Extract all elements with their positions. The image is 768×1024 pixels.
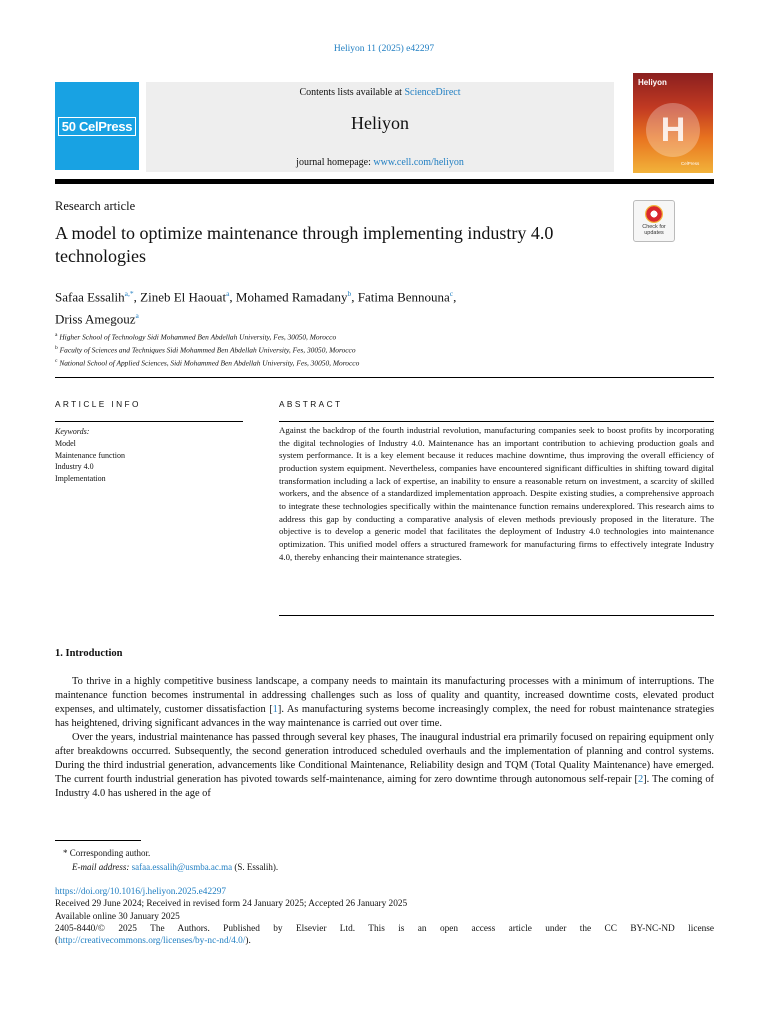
publication-info bbox=[55, 886, 714, 947]
cover-emblem bbox=[646, 103, 700, 157]
author-name: Zineb El Haouat bbox=[140, 289, 227, 305]
article-title: A model to optimize maintenance through implementing industry 4.0 technologies bbox=[55, 223, 554, 266]
license-paren-open: ( bbox=[55, 936, 59, 947]
cover-title: Heliyon bbox=[638, 78, 667, 87]
email-link[interactable]: safaa.essalih@usmba.ac.ma bbox=[131, 862, 233, 872]
intro-text: ]. As manufacturing systems become increasingly complex, the need for robust maintenance strategies has heightened, driving significant advances in the way maintenance is carried out over time. bbox=[55, 703, 714, 729]
affiliation-item bbox=[55, 343, 705, 356]
doi-link[interactable]: https://doi.org/10.1016/j.heliyon.2025.e42297 bbox=[55, 887, 227, 897]
author-affiliation-mark[interactable]: c bbox=[449, 289, 454, 298]
author-separator: , bbox=[229, 289, 236, 305]
journal-title: Heliyon bbox=[351, 113, 409, 133]
cover-letter: H bbox=[660, 110, 686, 149]
author-affiliation-mark[interactable]: a bbox=[226, 289, 230, 298]
affiliation-text: National School of Applied Sciences, Sidi Mohammed Ben Abdellah University, Fes, 30050, Morocco bbox=[59, 358, 360, 368]
homepage-link[interactable]: www.cell.com/heliyon bbox=[373, 157, 464, 168]
author-affiliation-mark[interactable]: a,* bbox=[124, 289, 134, 298]
cover-publisher: CelPress bbox=[681, 161, 700, 166]
journal-banner bbox=[146, 82, 614, 172]
cellpress-logo-text: 50 CelPress bbox=[58, 117, 136, 136]
author-separator: , bbox=[453, 289, 457, 305]
publication-dates: Received 29 June 2024; Received in revised form 24 January 2025; Accepted 26 January 2025 bbox=[55, 899, 408, 910]
license-url-line bbox=[55, 935, 714, 947]
author-name: Mohamed Ramadany bbox=[235, 289, 348, 305]
affiliation-key: a bbox=[55, 332, 58, 338]
intro-text: To thrive in a highly competitive business landscape, a company needs to maintain its manufacturing processes with a minimum of interruptions. The maintenance function becomes instrumental in addressing challenges such as loss of quality and quantity, increased downtime costs, elevated product expenses, and ultimately, customer dissatisfaction [ bbox=[55, 676, 714, 715]
footnote-divider bbox=[55, 840, 141, 841]
article-info-heading: ARTICLE INFO bbox=[55, 399, 141, 409]
homepage-line bbox=[146, 157, 614, 168]
corresponding-author-note: * Corresponding author. bbox=[63, 848, 151, 858]
keywords-label: Keywords: bbox=[55, 427, 90, 436]
introduction-body bbox=[55, 675, 714, 801]
introduction-heading: 1. Introduction bbox=[55, 648, 123, 659]
contents-line bbox=[146, 87, 614, 98]
crossmark-icon bbox=[645, 205, 663, 223]
cellpress-logo bbox=[55, 82, 139, 170]
reference-link[interactable]: 2 bbox=[637, 773, 644, 785]
intro-text: Over the years, industrial maintenance has passed through several key phases, The inaugural industrial era primarily focused on repairing equipment only after breakdowns occurred. Subsequently, the second generation introduced scheduled overhauls and the implementation of planning and control systems. During the third industrial generation, advancements like Conditional Maintenance, Reliability design and TQM (Total Quality Maintenance) have emerged. The current fourth industrial generation has pivoted towards self-maintenance, aiming for zero downtime through autonomous self-repair [ bbox=[55, 731, 714, 785]
keyword-item: Industry 4.0 bbox=[55, 462, 94, 472]
email-line bbox=[63, 860, 703, 874]
reference-link[interactable]: 1 bbox=[272, 703, 278, 715]
contents-prefix: Contents lists available at bbox=[299, 87, 405, 98]
author-name: Safaa Essalih bbox=[55, 289, 125, 305]
intro-paragraph bbox=[55, 675, 714, 731]
author-affiliation-mark[interactable]: b bbox=[347, 289, 352, 298]
article-info-divider bbox=[55, 421, 243, 422]
affiliation-text: Faculty of Sciences and Techniques Sidi Mohammed Ben Abdellah University, Fes, 30050, Morocco bbox=[59, 345, 356, 355]
affiliation-key: b bbox=[55, 345, 58, 352]
email-label: E-mail address: bbox=[72, 862, 132, 872]
journal-citation[interactable]: Heliyon 11 (2025) e42297 bbox=[333, 44, 435, 54]
author-list bbox=[55, 284, 655, 329]
intro-text: ]. The coming of Industry 4.0 has ushered in the age of bbox=[55, 773, 714, 799]
keyword-item: Maintenance function bbox=[55, 450, 125, 460]
check-for-updates-badge[interactable] bbox=[633, 200, 675, 242]
check-badge-label: Check for updates bbox=[642, 224, 666, 236]
license-link[interactable]: http://creativecommons.org/licenses/by-nc-nd/4.0/ bbox=[58, 936, 246, 947]
available-online: Available online 30 January 2025 bbox=[55, 911, 180, 922]
keyword-item: Model bbox=[55, 438, 76, 448]
header-divider bbox=[55, 179, 714, 184]
license-paren-close: ). bbox=[245, 936, 251, 947]
meta-divider bbox=[55, 377, 714, 378]
abstract-divider bbox=[279, 421, 714, 422]
email-suffix: (S. Essalih). bbox=[232, 862, 279, 872]
footnote bbox=[63, 846, 703, 874]
homepage-prefix: journal homepage: bbox=[296, 157, 374, 168]
affiliation-text: Higher School of Technology Sidi Mohammed Ben Abdellah University, Fes, 30050, Morocco bbox=[59, 332, 337, 342]
license-statement: 2405-8440/© 2025 The Authors. Published by Elsevier Ltd. This is an open access article under the CC BY-NC-ND license bbox=[55, 923, 714, 934]
affiliation-item bbox=[55, 356, 705, 369]
abstract-heading: ABSTRACT bbox=[279, 399, 343, 409]
author-separator: , bbox=[133, 289, 141, 305]
keyword-item: Implementation bbox=[55, 474, 106, 484]
abstract-text: Against the backdrop of the fourth industrial revolution, manufacturing companies seek to boost profits by incorporating the digital technologies of Industry 4.0. Maintenance has an important contribution to achieving production goals and system performance. It is a key element because it reduces machine downtime, thus improving the overall efficiency of production system equipment. Nevertheless, companies have encountered significant difficulties in shifting toward digital transformation including a lack of expertise, an inability to ensure a reasonable return on investment, a scarcity of skilled workers, and the absence of a standardized implementation approach. Despite existing studies, a comprehensive approach to integrate these technologies specifically within the maintenance function remains underexplored. This research aims to address this gap by conducting a comparative analysis of eleven methods previously proposed in the literature. The objective is to develop a generic model that facilitates the deployment of Industry 4.0 technologies into maintenance optimization. This unified model offers a structured framework for manufacturing firms to effectively integrate Industry 4.0, thereby enhancing their maintenance strategies. bbox=[279, 425, 714, 562]
sciencedirect-link[interactable]: ScienceDirect bbox=[404, 87, 461, 98]
author-separator: , bbox=[351, 289, 358, 305]
author-name: Fatima Bennouna bbox=[357, 289, 450, 305]
intro-paragraph bbox=[55, 731, 714, 801]
journal-cover-image[interactable] bbox=[633, 73, 713, 173]
affiliation-key: c bbox=[55, 358, 58, 365]
abstract-end-divider bbox=[279, 615, 714, 616]
affiliations bbox=[55, 330, 705, 369]
keywords-block bbox=[55, 426, 243, 485]
affiliation-item bbox=[55, 330, 705, 343]
article-type: Research article bbox=[55, 199, 136, 213]
author-name: Driss Amegouz bbox=[55, 311, 136, 327]
author-affiliation-mark[interactable]: a bbox=[135, 311, 139, 321]
